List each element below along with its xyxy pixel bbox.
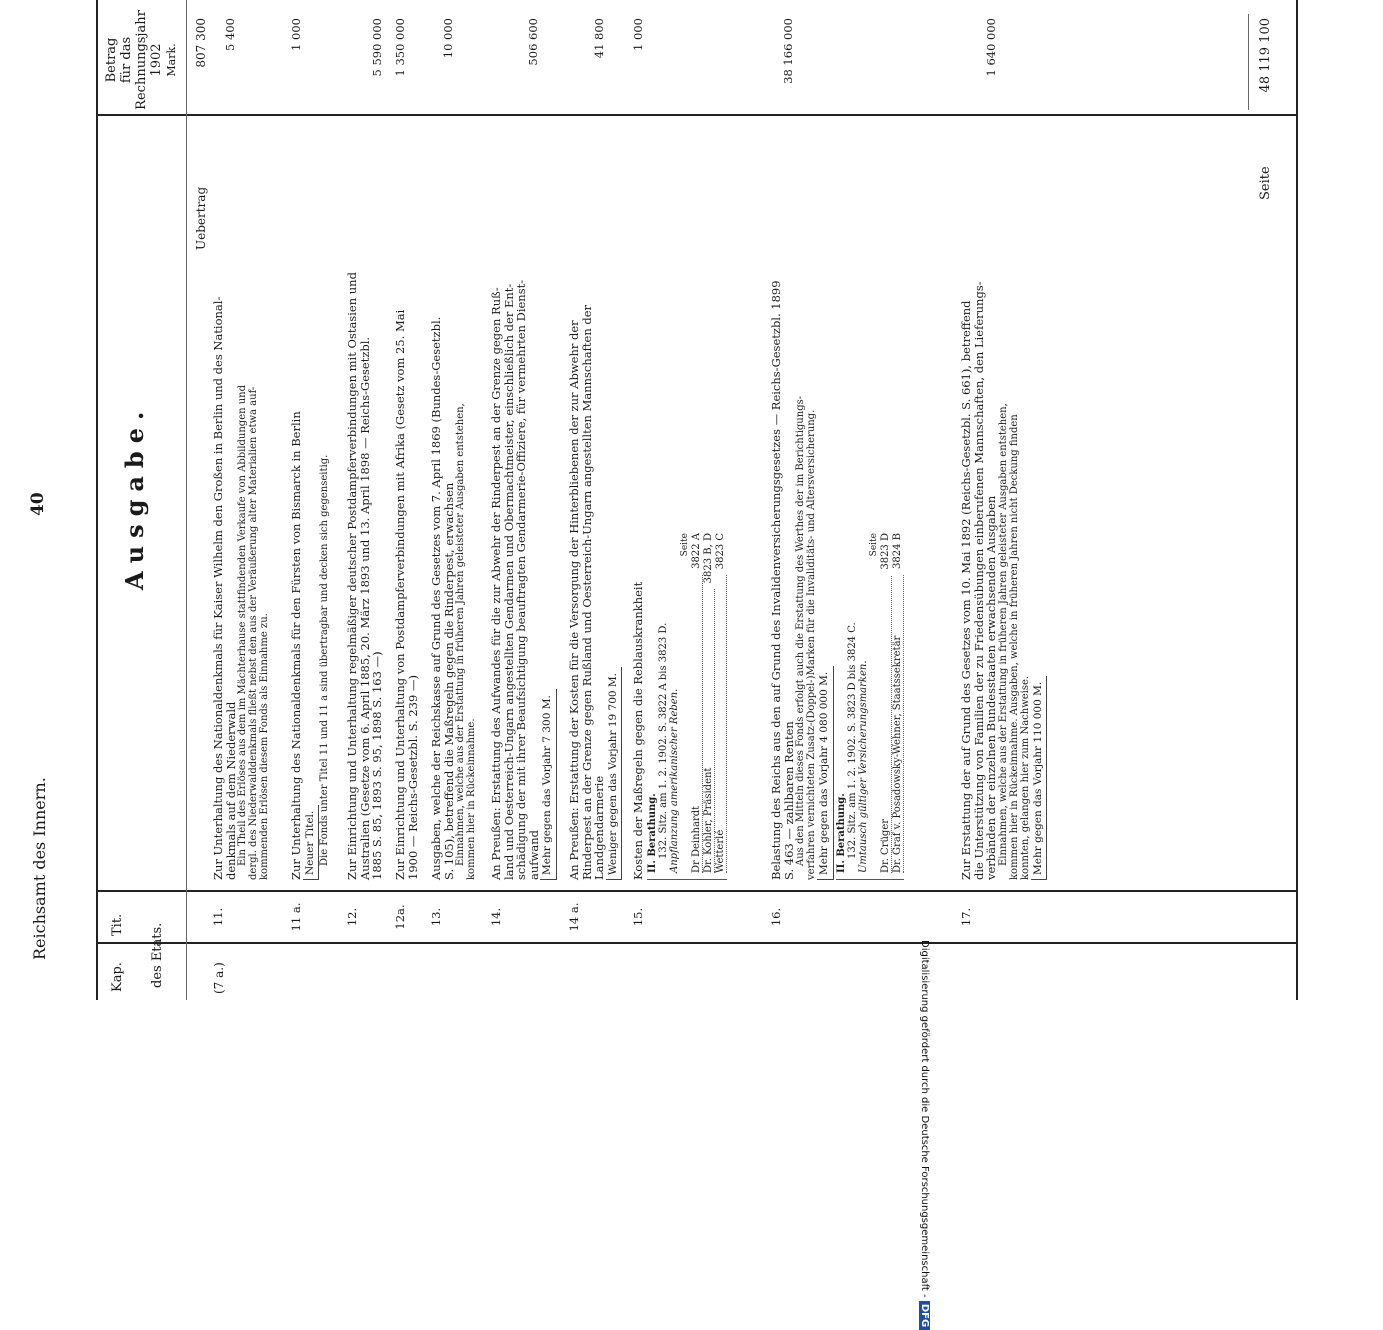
debate-heading: II. Berathung. (646, 793, 658, 873)
column-rule-kap (96, 942, 1296, 944)
row-line: konnten, gelangen hier zum Nachweise. (1019, 675, 1031, 880)
row-line: Australien (Gesetze vom 6. April 1885, 20. März 1893 und 13. April 1898 — Reichs-Gesetzbl. (357, 336, 372, 880)
row-amount: 1 000 (289, 18, 303, 51)
row-text (770, 120, 904, 880)
row-line: Kosten der Maßregeln gegen die Reblauskrankheit (631, 581, 645, 880)
row-note: Neuer Titel. (303, 805, 320, 880)
page-title: Ausgabe. (120, 403, 149, 590)
speaker-line (715, 533, 727, 873)
row-line: 1900 — Reichs-Gesetzbl. S. 239 —) (405, 675, 420, 880)
speaker-line (880, 533, 892, 873)
tit-number: 14. (489, 907, 503, 927)
row-line: aufwand (526, 830, 541, 880)
tit-number: 14 a. (567, 902, 581, 932)
row-line: Zur Einrichtung und Unterhaltung regelmäßiger deutscher Postdampferverbindungen mit Ostasien und (345, 272, 359, 880)
tit-number: 17. (959, 907, 973, 927)
speaker-line (892, 533, 904, 873)
debate-box (836, 533, 904, 880)
row-line: S. 105), betreffend die Maßregeln gegen die Rinderpest, erwachsen (441, 482, 456, 880)
tit-number: 11 a. (289, 902, 303, 932)
tit-number: 13. (429, 907, 443, 927)
row-text (568, 120, 622, 880)
total-rule (1248, 14, 1249, 110)
row-line: land und Oesterreich-Ungarn angestellten Gendarmen und Obermachtmeister, einschließlich der Ent- (501, 283, 516, 880)
row-text (960, 120, 1047, 880)
row-line: Rinderpest an der Grenze gegen Rußland und Oesterreich-Ungarn angestellten Mannschaften der (579, 304, 594, 880)
tit-number: 12. (345, 907, 359, 927)
debate-box (647, 533, 727, 880)
row-line: verbänden der einzelnen Bundesstaaten erwachsenden Ausgaben (984, 495, 998, 880)
speaker-name: Dr. Kohler, Präsident (703, 589, 715, 873)
debate-seite-label: Seite (868, 533, 879, 557)
debate-session: 132. Sitz. am 1. 2. 1902. S. 3822 A bis 3823 D. (657, 622, 669, 859)
row-line: Zur Unterhaltung des Nationaldenkmals für den Fürsten von Bismarck in Berlin (289, 411, 303, 880)
row-line: Zur Einrichtung und Unterhaltung von Postdampferverbindungen mit Afrika (Gesetz vom 25. Mai (393, 309, 407, 880)
row-line: An Preußen: Erstattung des Aufwandes für die zur Abwehr der Rinderpest an der Grenze gegen Ruß- (489, 287, 503, 880)
column-rule-amount (96, 114, 1296, 116)
row-line: kommenden Erlösen diesem Fonds als Einnahme zu. (259, 613, 270, 880)
row-line: schädigung der mit ihrer Beaufsichtigung beauftragten Gendarmerie-Offiziere, für vermehrten Dienst- (514, 279, 528, 880)
row-line: dergl. des Niederwalddenkmals fließt nebst den aus der Veräußerung alter Materialien etwa auf- (248, 386, 259, 880)
row-line: Die Fonds unter Titel 11 und 11 a sind übertragbar und decken sich gegenseitig. (319, 454, 330, 866)
row-amount: 1 000 (631, 18, 645, 51)
row-text (490, 120, 557, 880)
row-line: Einnahmen, welche aus der Erstattung in früheren Jahren geleisteter Ausgaben entstehen, (455, 403, 466, 866)
speaker-page: 3822 A (690, 533, 702, 569)
row-amount: 506 600 (526, 18, 540, 66)
speaker-page: 3823 B, D (702, 533, 714, 584)
speaker-page: 3824 B (891, 533, 903, 569)
column-rule-tit (96, 890, 1296, 892)
row-line: Ein Theil des Erlöses aus dem im Mächterhause stattfindenden Verkaufe von Abbildungen und (237, 384, 248, 866)
table-top-rule (96, 0, 98, 1000)
row-amount: 38 166 000 (781, 18, 795, 84)
speaker-name: Dr. Crüger (880, 576, 892, 873)
row-amount: 5 590 000 (370, 18, 384, 77)
tit-number: 15. (631, 907, 645, 927)
row-line: die Unterstützung von Familien der zu Friedensübungen einberufenen Mannschaften, den Lieferungs- (971, 281, 986, 880)
row-text (632, 120, 727, 880)
row-line: Belastung des Reichs aus den auf Grund des Invalidenversicherungsgesetzes — Reichs-Gesetzbl. 1899 (769, 280, 783, 880)
debate-heading: II. Berathung. (835, 793, 847, 873)
credit-text: Digitalisierung gefördert durch die Deutsche Forschungsgemeinschaft - (919, 940, 930, 1298)
row-line: Aus den Mitteln dieses Fonds erfolgt auch die Erstattung des Werthes der im Berichtigungs- (795, 395, 806, 866)
debate-session: 132. Sitz. am 1. 2. 1902. S. 3823 D bis 3824 C. (846, 622, 858, 859)
row-line: Einnahmen, welche aus der Erstattung in früheren Jahren geleisteter Ausgaben entstehen, (997, 403, 1009, 866)
row-amount: 41 800 (592, 18, 606, 59)
speaker-name: Dr Deinhardt (691, 575, 703, 873)
header-rule (186, 0, 187, 1000)
dfg-logo: DFG (919, 1301, 930, 1330)
row-text (212, 120, 270, 880)
speaker-line (691, 533, 703, 873)
carryover-label: Uebertrag (194, 186, 208, 250)
col-head-tit: Tit. (110, 913, 125, 936)
row-line: An Preußen: Erstattung der Kosten für die Versorgung der Hinterbliebenen der zur Abwehr der (567, 320, 581, 880)
row-text (394, 120, 419, 880)
row-line: Ausgaben, welche der Reichskasse auf Grund des Gesetzes vom 7. April 1869 (Bundes-Gesetzbl. (429, 316, 443, 880)
digitization-credit (919, 940, 930, 1330)
row-line: Landgendarmerie (592, 775, 606, 880)
kap-label: (7 a.) (212, 962, 226, 994)
amount-head-line-1: Betrag (104, 37, 119, 83)
row-amount: 10 000 (441, 18, 455, 59)
col-head-amount (104, 10, 179, 110)
tit-number: 12a. (393, 904, 407, 930)
row-amount: 1 350 000 (393, 18, 407, 77)
page-number: 40 (28, 492, 48, 516)
speaker-name: Dr. Graf v. Posadowsky-Wehner, Staatssekretär (892, 575, 904, 873)
row-line: 1885 S. 85, 1893 S. 95, 1898 S. 163 —) (370, 651, 384, 880)
row-line: Zur Erstattung der auf Grund des Gesetzes vom 10. Mai 1892 (Reichs-Gesetzbl. S. 661), betreffend (959, 300, 973, 880)
row-line: S. 463 — zahlbaren Renten (781, 721, 796, 880)
amount-head-line-4: 1902 (149, 43, 164, 77)
row-text (346, 120, 384, 880)
amount-unit: Mark. (165, 43, 178, 77)
row-amount: 5 400 (223, 18, 237, 51)
speaker-name: Wetterlé (715, 575, 727, 873)
row-line: kommen hier in Rückeinnahme. Ausgaben, welche in früheren Jahren nicht Deckung finden (1008, 414, 1020, 880)
row-line: Zur Unterhaltung des Nationaldenkmals für Kaiser Wilhelm den Großen in Berlin und des National- (211, 296, 225, 880)
debate-seite-label: Seite (679, 533, 690, 557)
speaker-page: 3823 C (714, 533, 726, 570)
amount-head-line-2: für das (119, 36, 134, 84)
carryover-amount: 807 300 (194, 18, 208, 68)
row-note: Weniger gegen das Vorjahr 19 700 M. (606, 667, 623, 880)
speaker-line (703, 533, 715, 873)
row-text (430, 120, 477, 880)
col-head-kap: Kap. (110, 962, 125, 992)
speaker-page: 3823 D (879, 533, 891, 570)
row-amount: 1 640 000 (984, 18, 998, 77)
debate-topic: Umtausch gültiger Versicherungsmarken. (857, 660, 869, 873)
row-note: Mehr gegen das Vorjahr 110 000 M. (1031, 676, 1048, 880)
col-head-des-etats: des Etats. (150, 922, 165, 988)
row-line: verfahren vernichteten Zusatz-(Doppel-)Marken für die Invaliditäts- und Altersversicherung. (806, 409, 817, 880)
tit-number: 11. (211, 907, 225, 927)
total-amount: 48 119 100 (1258, 18, 1273, 93)
row-line: denkmals auf dem Niederwald (223, 701, 238, 880)
row-note: Mehr gegen das Vorjahr 4 080 000 M. (817, 666, 834, 880)
row-text (290, 120, 330, 880)
table-bottom-rule (1296, 0, 1298, 1000)
debate-topic: Anpflanzung amerikanischer Reben. (668, 688, 680, 873)
total-label: Seite (1258, 166, 1273, 200)
row-note: Mehr gegen das Vorjahr 7 300 M. (540, 689, 557, 880)
amount-head-line-3: Rechnungsjahr (134, 10, 149, 110)
row-line: kommen hier in Rückeinnahme. (466, 718, 477, 880)
tit-number: 16. (769, 907, 783, 927)
section-header: Reichsamt des Innern. (30, 777, 49, 960)
